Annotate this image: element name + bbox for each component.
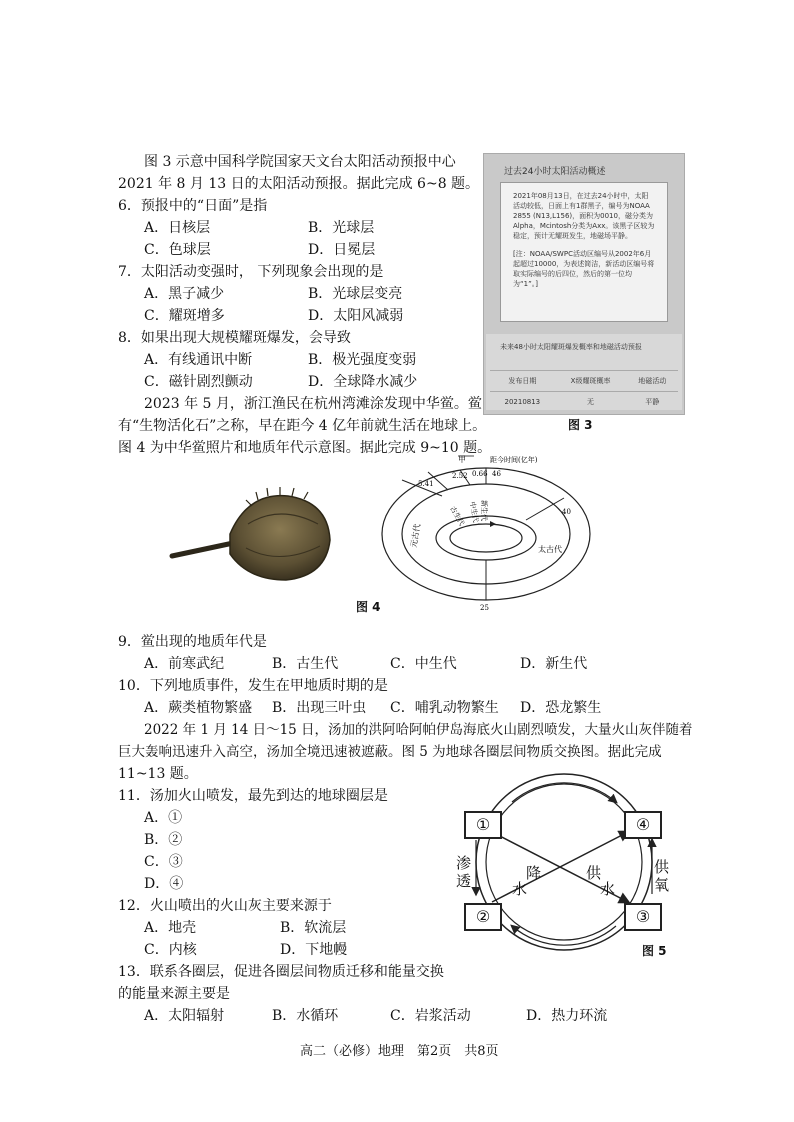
q6-a: A．日核层 — [144, 220, 211, 236]
q12-b: B．软流层 — [280, 920, 347, 936]
fig3-summary-box — [500, 182, 668, 322]
fig3-forecast-table — [490, 370, 678, 412]
q9-b: B．古生代 — [272, 656, 339, 672]
q7-stem: 7．太阳活动变强时， 下列现象会出现的是 — [118, 264, 384, 280]
q6-d: D．日冕层 — [308, 242, 376, 258]
sphere-box-3: ③ — [624, 903, 662, 931]
fig4-n2: 2.52 — [452, 472, 468, 480]
q8-d: D．全球降水减少 — [308, 374, 418, 390]
q9-stem: 9．鲎出现的地质年代是 — [118, 634, 267, 650]
label-yang: 氧 — [654, 876, 670, 894]
q6-stem: 6．预报中的“日面”是指 — [118, 198, 268, 214]
fig4-n5: 40 — [562, 508, 571, 516]
fig3-val-date: 20210813 — [490, 392, 555, 413]
fig4-era3: 新生代 — [480, 500, 488, 521]
q8-stem: 8．如果出现大规模耀斑爆发，会导致 — [118, 330, 351, 346]
label-shui-2: 水 — [600, 880, 616, 898]
q11-c: C．③ — [144, 854, 183, 870]
label-jiang: 降 — [526, 864, 542, 882]
fig4-top-label: 甲 — [458, 455, 466, 464]
q11-b: B．② — [144, 832, 183, 848]
q9-c: C．中生代 — [390, 656, 457, 672]
q13-a: A．太阳辐射 — [144, 1008, 225, 1024]
q13-d: D．热力环流 — [526, 1008, 608, 1024]
intro11-text-2: 巨大轰响迅速升入高空，汤加全境迅速被遮蔽。图 5 为地球各圈层间物质交换图。据此完成 — [118, 744, 662, 760]
fig4-era2: 中生代 — [468, 500, 480, 524]
q12-a: A．地壳 — [144, 920, 197, 936]
q13-b: B．水循环 — [272, 1008, 339, 1024]
horseshoe-crab-photo — [168, 484, 348, 584]
q7-c: C．耀斑增多 — [144, 308, 225, 324]
fig4-caption: 图 4 — [356, 600, 381, 614]
label-gong-2: 供 — [654, 858, 670, 876]
fig3-forecast-panel — [486, 334, 682, 410]
fig4-era5: 元古代 — [409, 523, 423, 549]
fig4-era4: 太古代 — [538, 545, 562, 554]
label-shui-1: 水 — [512, 880, 528, 898]
intro-text-2: 2021 年 8 月 13 日的太阳活动预报。据此完成 6~8 题。 — [118, 176, 480, 192]
q10-b: B．出现三叶虫 — [272, 700, 367, 716]
intro11-text-3: 11~13 题。 — [118, 766, 198, 782]
fig3-col-flare: X级耀斑概率 — [555, 371, 627, 392]
fig3-col-date: 发布日期 — [490, 371, 555, 392]
page-footer: 高二（必修）地理 第2页 共8页 — [300, 1044, 499, 1059]
fig3-caption: 图 3 — [568, 418, 593, 432]
intro-text-1: 图 3 示意中国科学院国家天文台太阳活动预报中心 — [144, 154, 456, 170]
label-tou: 透 — [456, 872, 472, 890]
label-gong-1: 供 — [586, 864, 602, 882]
q7-b: B．光球层变亮 — [308, 286, 403, 302]
q9-d: D．新生代 — [520, 656, 588, 672]
q9-a: A．前寒武纪 — [144, 656, 225, 672]
sphere-box-2: ② — [464, 903, 502, 931]
fig3-body: 2021年08月13日，在过去24小时中，太阳活动较低，日面上有1群黑子，编号为NOAA 2855 (N13,L156)，面积为0010，磁分类为Alpha，Mcintosh分类为Axx。该黑子区较为稳定，预计无耀斑发生，地磁场平静。 — [513, 192, 655, 240]
sphere-box-1: ① — [464, 811, 502, 839]
label-shen: 渗 — [456, 854, 472, 872]
intro11-text-1: 2022 年 1 月 14 日～15 日，汤加的洪阿哈阿帕伊岛海底火山剧烈喷发，大量火山灰伴随着 — [144, 722, 693, 738]
q8-b: B．极光强度变弱 — [308, 352, 417, 368]
intro9-text-3: 图 4 为中华鲎照片和地质年代示意图。据此完成 9~10 题。 — [118, 440, 492, 456]
fig4-n3: 0.66 — [472, 470, 488, 478]
fig4-unit: 距今时间(亿年) — [490, 456, 538, 464]
figure-3-solar-forecast — [483, 153, 685, 415]
fig3-header: 过去24小时太阳活动概述 — [504, 167, 606, 177]
fig4-era1: 古生代 — [448, 505, 466, 528]
q12-c: C．内核 — [144, 942, 197, 958]
intro9-text-1: 2023 年 5 月，浙江渔民在杭州湾滩涂发现中华鲎。鲎 — [144, 396, 482, 412]
geologic-time-diagram — [378, 452, 598, 612]
q12-d: D．下地幔 — [280, 942, 348, 958]
sphere-box-4: ④ — [624, 811, 662, 839]
q10-a: A．蕨类植物繁盛 — [144, 700, 253, 716]
q11-d: D．④ — [144, 876, 184, 892]
fig5-caption: 图 5 — [642, 944, 667, 958]
q10-c: C．哺乳动物繁生 — [390, 700, 499, 716]
q8-a: A．有线通讯中断 — [144, 352, 253, 368]
fig3-val-geomag: 平静 — [626, 392, 678, 413]
q6-c: C．色球层 — [144, 242, 211, 258]
fig3-val-flare: 无 — [555, 392, 627, 413]
q13-c: C．岩浆活动 — [390, 1008, 471, 1024]
q7-a: A．黑子减少 — [144, 286, 225, 302]
q8-c: C．磁针剧烈颤动 — [144, 374, 253, 390]
fig4-n1: 5.41 — [418, 480, 434, 488]
q11-a: A．① — [144, 810, 183, 826]
q13-stem-1: 13．联系各圈层，促进各圈层间物质迁移和能量交换 — [118, 964, 444, 980]
intro9-text-2: 有“生物活化石”之称，早在距今 4 亿年前就生活在地球上。 — [118, 418, 487, 434]
fig4-n6: 25 — [480, 604, 489, 612]
fig3-lower-header: 未来48小时太阳耀斑爆发概率和地磁活动预报 — [500, 343, 642, 351]
q7-d: D．太阳风减弱 — [308, 308, 404, 324]
fig4-n4: 46 — [492, 470, 501, 478]
q13-stem-2: 的能量来源主要是 — [118, 986, 230, 1002]
q11-stem: 11．汤加火山喷发，最先到达的地球圈层是 — [118, 788, 388, 804]
fig3-col-geomag: 地磁活动 — [626, 371, 678, 392]
fig3-note: [注：NOAA/SWPC活动区编号从2002年6月起超过10000，为表述简洁，新活动区编号将取实际编号的后四位，然后的第一位均为“1”。] — [513, 250, 655, 288]
q6-b: B．光球层 — [308, 220, 375, 236]
q12-stem: 12．火山喷出的火山灰主要来源于 — [118, 898, 332, 914]
q10-d: D．恐龙繁生 — [520, 700, 602, 716]
q10-stem: 10．下列地质事件，发生在甲地质时期的是 — [118, 678, 388, 694]
